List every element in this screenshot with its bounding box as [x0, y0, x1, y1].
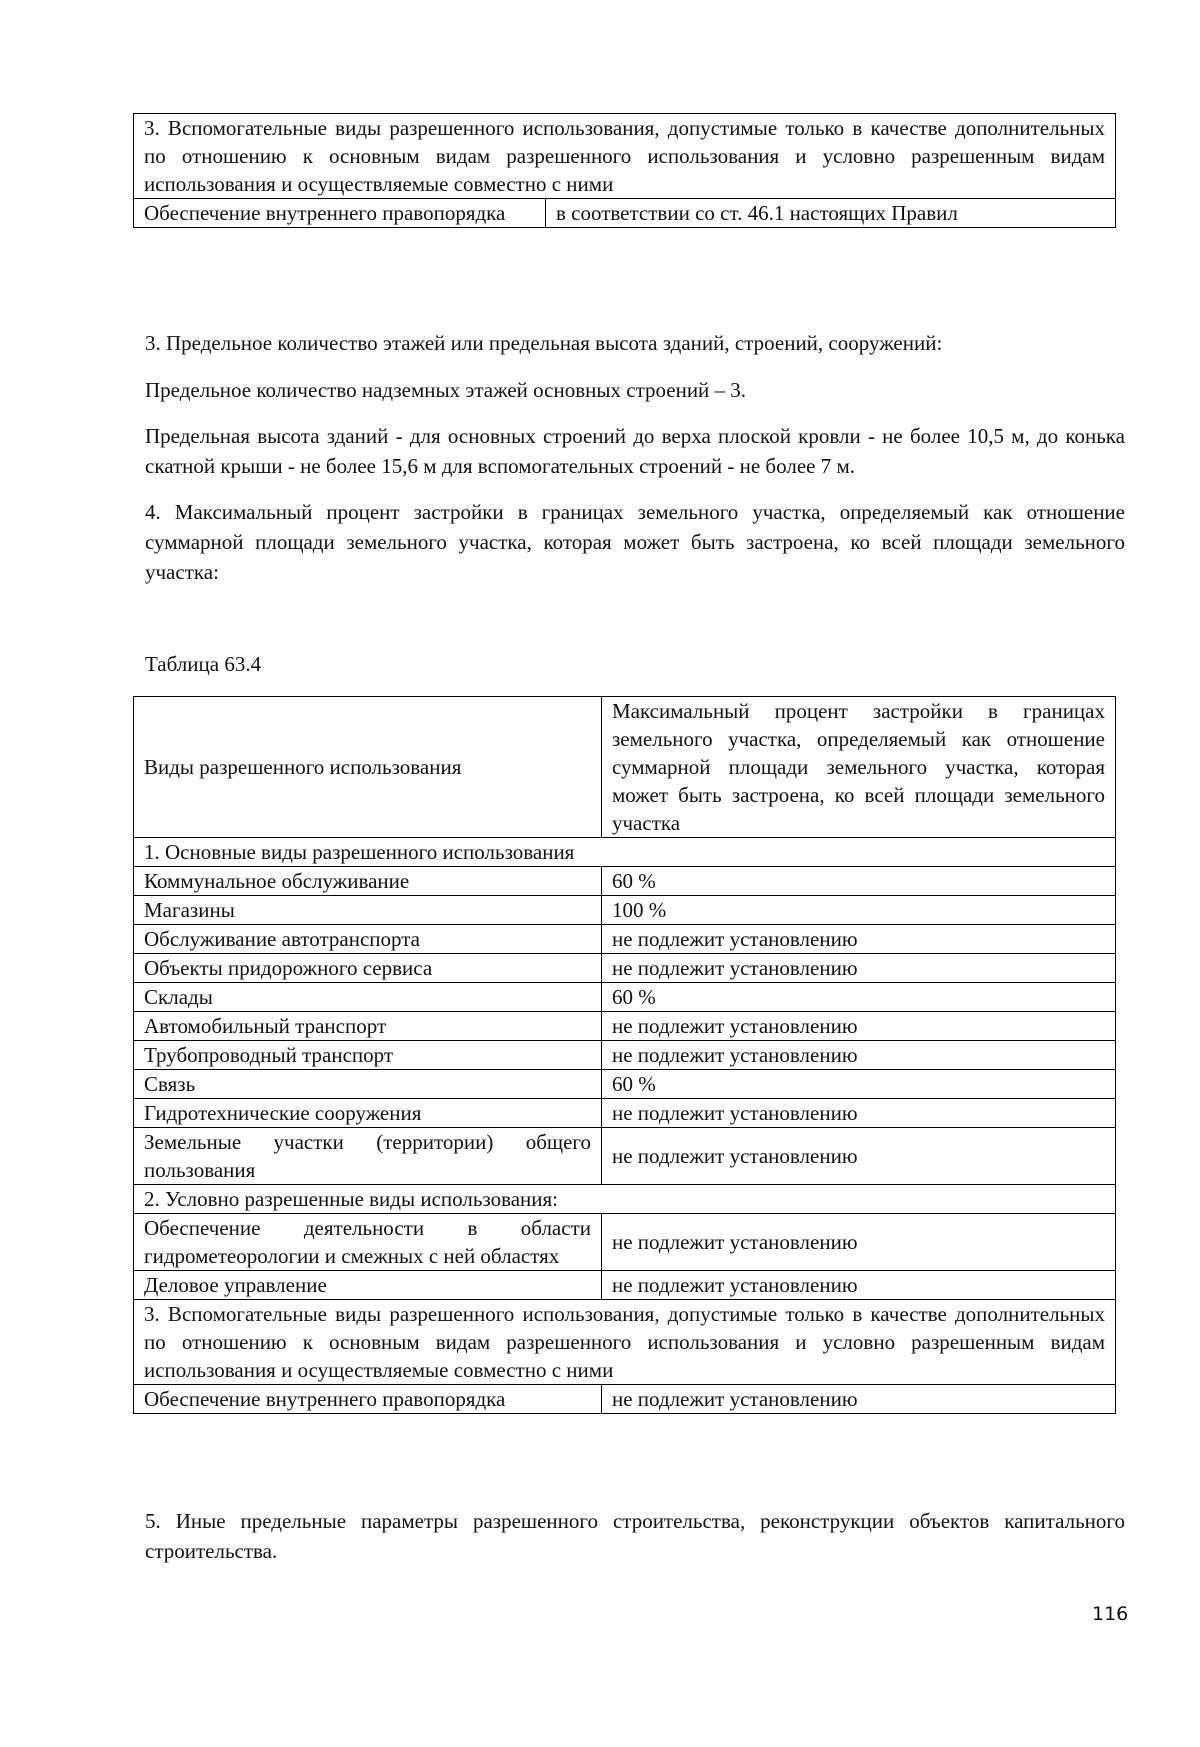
section-title: 1. Основные виды разрешенного использования	[134, 838, 1116, 867]
table-row	[134, 1128, 1116, 1185]
value-cell: не подлежит установлению	[602, 1385, 1116, 1414]
table-section-header	[134, 1185, 1116, 1214]
table-row	[134, 199, 1116, 228]
value-cell: не подлежит установлению	[602, 925, 1116, 954]
value-cell: 60 %	[602, 983, 1116, 1012]
paragraph-max-coverage-heading: 4. Максимальный процент застройки в границах земельного участка, определяемый как отношение суммарной площади земельного участка, которая может быть застроена, ко всей площади земельного участка:	[145, 500, 1125, 584]
table-row	[134, 925, 1116, 954]
use-cell: Склады	[134, 983, 602, 1012]
paragraph-max-height: Предельная высота зданий - для основных строений до верха плоской кровли - не более 10,5 м, до конька скатной крыши - не более 15,6 м для вспомогательных строений - не более 7 м.	[145, 424, 1125, 478]
paragraph-max-floors: Предельное количество надземных этажей основных строений – 3.	[145, 378, 747, 402]
section-title: 3. Вспомогательные виды разрешенного использования, допустимые только в качестве дополнительных по отношению к основным видам разрешенного использования и условно разрешенным видам использования и осуществляемые совместно с ними	[134, 1300, 1116, 1385]
auxiliary-uses-table-fragment	[133, 113, 1116, 228]
table-header-row	[134, 697, 1116, 838]
value-cell: 60 %	[602, 867, 1116, 896]
value-cell: не подлежит установлению	[602, 1012, 1116, 1041]
use-cell: Трубопроводный транспорт	[134, 1041, 602, 1070]
use-cell: Обеспечение деятельности в области гидрометеорологии и смежных с ней областях	[134, 1214, 602, 1271]
table-row	[134, 867, 1116, 896]
use-cell: Гидротехнические сооружения	[134, 1099, 602, 1128]
section-title: 2. Условно разрешенные виды использования:	[134, 1185, 1116, 1214]
table-row	[134, 1070, 1116, 1099]
table-row	[134, 1271, 1116, 1300]
use-cell: Магазины	[134, 896, 602, 925]
header-cell-coverage: Максимальный процент застройки в границах земельного участка, определяемый как отношение суммарной площади земельного участка, которая может быть застроена, ко всей площади земельного участка	[602, 697, 1116, 838]
value-cell: не подлежит установлению	[602, 1128, 1116, 1185]
value-cell: не подлежит установлению	[602, 1214, 1116, 1271]
table-row	[134, 983, 1116, 1012]
use-cell: Обеспечение внутреннего правопорядка	[134, 199, 546, 228]
value-cell: не подлежит установлению	[602, 954, 1116, 983]
table-row	[134, 1385, 1116, 1414]
value-cell: не подлежит установлению	[602, 1041, 1116, 1070]
value-cell: не подлежит установлению	[602, 1099, 1116, 1128]
use-cell: Обслуживание автотранспорта	[134, 925, 602, 954]
value-cell: 100 %	[602, 896, 1116, 925]
table-section-header	[134, 114, 1116, 199]
use-cell: Деловое управление	[134, 1271, 602, 1300]
use-cell: Объекты придорожного сервиса	[134, 954, 602, 983]
paragraph-other-parameters: 5. Иные предельные параметры разрешенного строительства, реконструкции объектов капитального строительства.	[145, 1509, 1125, 1563]
table-section-header	[134, 838, 1116, 867]
paragraph-max-floors-heading: 3. Предельное количество этажей или предельная высота зданий, строений, сооружений:	[145, 331, 943, 355]
section-header-cell: 3. Вспомогательные виды разрешенного использования, допустимые только в качестве дополнительных по отношению к основным видам разрешенного использования и условно разрешенным видам использования и осуществляемые совместно с ними	[134, 114, 1116, 199]
table-row	[134, 1099, 1116, 1128]
table-row	[134, 1214, 1116, 1271]
use-cell: Связь	[134, 1070, 602, 1099]
coverage-table	[133, 696, 1116, 1414]
table-row	[134, 1041, 1116, 1070]
table-row	[134, 954, 1116, 983]
use-cell: Земельные участки (территории) общего пользования	[134, 1128, 602, 1185]
table-caption: Таблица 63.4	[145, 652, 262, 676]
use-cell: Коммунальное обслуживание	[134, 867, 602, 896]
table-section-header	[134, 1300, 1116, 1385]
table-row	[134, 1012, 1116, 1041]
table-row	[134, 896, 1116, 925]
page-number: 116	[1092, 1603, 1129, 1625]
value-cell: не подлежит установлению	[602, 1271, 1116, 1300]
value-cell: в соответствии со ст. 46.1 настоящих Правил	[546, 199, 1116, 228]
header-cell-uses: Виды разрешенного использования	[134, 697, 602, 838]
use-cell: Обеспечение внутреннего правопорядка	[134, 1385, 602, 1414]
use-cell: Автомобильный транспорт	[134, 1012, 602, 1041]
value-cell: 60 %	[602, 1070, 1116, 1099]
